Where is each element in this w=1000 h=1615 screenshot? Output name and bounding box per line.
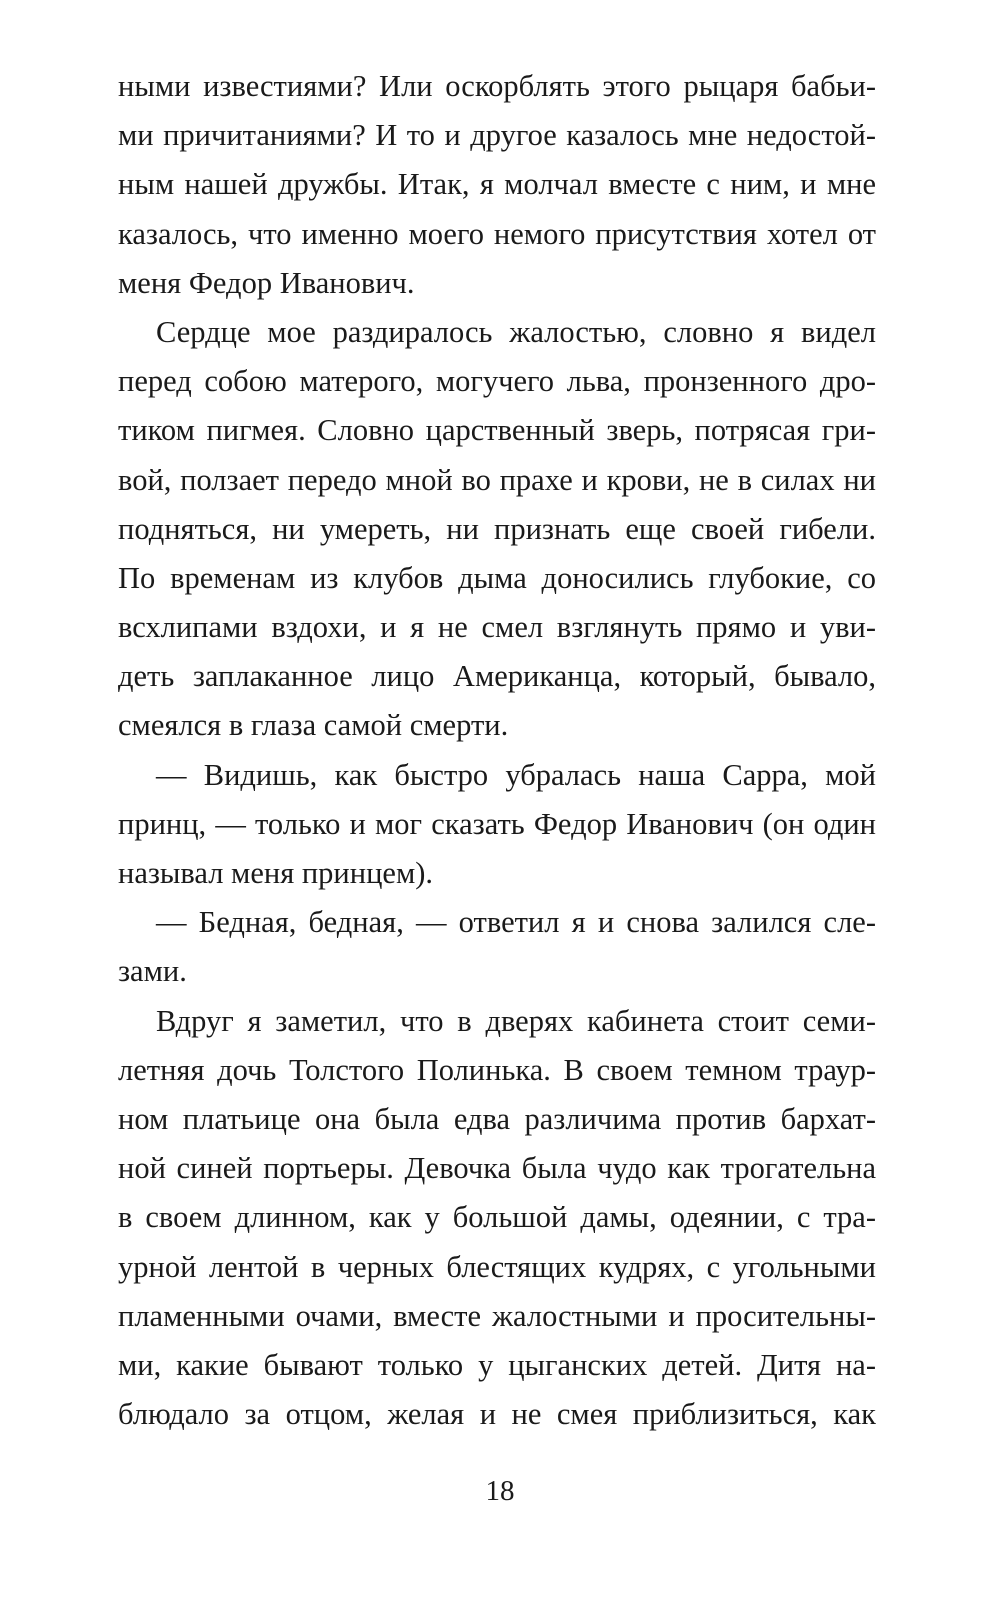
text-line: принц, — только и мог сказать Федор Иванович (он один	[118, 806, 876, 841]
text-line: меня Федор Иванович.	[118, 265, 415, 300]
text-line: зами.	[118, 954, 187, 989]
text-line: летняя дочь Толстого Полинька. В своем темном траур-	[118, 1052, 876, 1087]
text-line: деть заплаканное лицо Американца, который, бывало,	[118, 659, 876, 694]
text-line: вой, ползает передо мной во прахе и крови, не в силах ни	[118, 462, 876, 497]
text-line: урной лентой в черных блестящих кудрях, с угольными	[118, 1249, 876, 1284]
text-line: казалось, что именно моего немого присутствия хотел от	[118, 216, 876, 251]
body-text	[118, 62, 876, 1439]
text-line: По временам из клубов дыма доносились глубокие, со	[118, 560, 876, 595]
text-line: ном платьице она была едва различима против бархат-	[118, 1101, 876, 1136]
text-line: ми причитаниями? И то и другое казалось мне недостой-	[118, 118, 876, 153]
text-line: перед собою матерого, могучего льва, пронзенного дро-	[118, 364, 876, 399]
text-line: пламенными очами, вместе жалостными и просительны-	[118, 1298, 876, 1333]
text-line: ным нашей дружбы. Итак, я молчал вместе с ним, и мне	[118, 167, 876, 202]
text-line: Вдруг я заметил, что в дверях кабинета стоит семи-	[156, 1003, 876, 1038]
text-line: всхлипами вздохи, и я не смел взглянуть прямо и уви-	[118, 610, 876, 645]
paragraph	[118, 308, 876, 751]
text-line: называл меня принцем).	[118, 856, 434, 890]
text-line: ной синей портьеры. Девочка была чудо как трогательна	[118, 1151, 876, 1186]
text-line: Сердце мое раздиралось жалостью, словно я видел	[156, 314, 876, 349]
text-line: в своем длинном, как у большой дамы, одеянии, с тра-	[118, 1200, 876, 1235]
text-line: ными известиями? Или оскорблять этого рыцаря бабьи-	[118, 69, 876, 103]
paragraph	[118, 997, 876, 1440]
text-line: тиком пигмея. Словно царственный зверь, потрясая гри-	[118, 413, 876, 448]
text-line: ми, какие бывают только у цыганских детей. Дитя на-	[118, 1347, 876, 1382]
text-line: — Бедная, бедная, — ответил я и снова залился сле-	[156, 905, 876, 940]
paragraph	[118, 898, 876, 996]
text-line: подняться, ни умереть, ни признать еще своей гибели.	[118, 511, 876, 546]
text-line: смеялся в глаза самой смерти.	[118, 708, 509, 743]
paragraph	[118, 751, 876, 899]
text-line: — Видишь, как быстро убралась наша Сарра, мой	[156, 757, 876, 792]
paragraph	[118, 62, 876, 308]
page-number: 18	[485, 1475, 515, 1507]
text-line: блюдало за отцом, желая и не смея приблизиться, как	[118, 1397, 876, 1432]
